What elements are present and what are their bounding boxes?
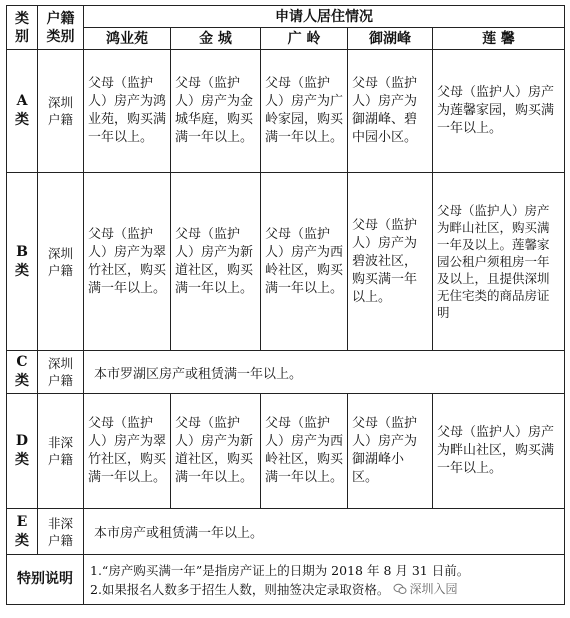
row-a-label: A类: [7, 50, 38, 173]
row-a-cell-guangling: 父母（监护人）房产为广岭家园，购买满一年以上。: [261, 50, 348, 173]
row-a-cell-lianxin: 父母（监护人）房产为莲馨家园，购买满一年以上。: [433, 50, 565, 173]
row-a-cell-jincheng: 父母（监护人）房产为金城华庭，购买满一年以上。: [171, 50, 261, 173]
district-header-jincheng: 金 城: [171, 28, 261, 50]
row-c-hukou: 深圳户籍: [38, 351, 84, 394]
row-a-cell-hongyeyuan: 父母（监护人）房产为鸿业苑，购买满一年以上。: [84, 50, 171, 173]
row-b: [7, 173, 565, 351]
row-d-cell-guangling: 父母（监护人）房产为西岭社区，购买满一年以上。: [261, 394, 348, 509]
district-header-hongyeyuan: 鸿业苑: [84, 28, 171, 50]
notes-row: [7, 555, 565, 605]
district-header-yuhufeng: 御湖峰: [348, 28, 433, 50]
note-line-2-wrap: [90, 580, 558, 599]
row-a-cell-yuhufeng: 父母（监护人）房产为御湖峰、碧中园小区。: [348, 50, 433, 173]
category-header: 类别: [7, 6, 38, 50]
row-b-cell-guangling: 父母（监护人）房产为西岭社区，购买满一年以上。: [261, 173, 348, 351]
wechat-icon: [393, 583, 407, 595]
note-line-1: 1.“房产购买满一年”是指房产证上的日期为 2018 年 8 月 31 日前。: [90, 562, 470, 578]
row-d-cell-yuhufeng: 父母（监护人）房产为御湖峰小区。: [348, 394, 433, 509]
row-d-cell-hongyeyuan: 父母（监护人）房产为翠竹社区，购买满一年以上。: [84, 394, 171, 509]
row-d-hukou: 非深户籍: [38, 394, 84, 509]
row-e-hukou: 非深户籍: [38, 509, 84, 555]
district-header-lianxin: 莲 馨: [433, 28, 565, 50]
note-line-2: 2.如果报名人数多于招生人数，则抽签决定录取资格。: [90, 581, 390, 597]
watermark-text: 深圳入园: [409, 581, 458, 596]
row-c-condition: 本市罗湖区房产或租赁满一年以上。: [84, 351, 565, 394]
watermark: [393, 580, 457, 599]
row-d: [7, 394, 565, 509]
notes-label: 特别说明: [7, 555, 84, 605]
row-b-cell-yuhufeng: 父母（监护人）房产为碧波社区，购买满一年以上。: [348, 173, 433, 351]
row-e: [7, 509, 565, 555]
row-b-hukou: 深圳户籍: [38, 173, 84, 351]
header-row-1: [7, 6, 565, 28]
row-b-cell-jincheng: 父母（监护人）房产为新道社区，购买满一年以上。: [171, 173, 261, 351]
district-header-guangling: 广 岭: [261, 28, 348, 50]
notes-content: [84, 555, 565, 605]
row-e-condition: 本市房产或租赁满一年以上。: [84, 509, 565, 555]
row-e-label: E类: [7, 509, 38, 555]
row-c: [7, 351, 565, 394]
hukou-type-header: 户籍类别: [38, 6, 84, 50]
residence-header: 申请人居住情况: [84, 6, 565, 28]
row-b-cell-lianxin: 父母（监护人）房产为畔山社区，购买满一年及以上。莲馨家园公租户须租房一年及以上，且提供深圳无住宅类的商品房证明: [433, 173, 565, 351]
row-d-cell-lianxin: 父母（监护人）房产为畔山社区，购买满一年以上。: [433, 394, 565, 509]
row-d-label: D类: [7, 394, 38, 509]
row-a-hukou: 深圳户籍: [38, 50, 84, 173]
residence-criteria-table: [6, 5, 565, 605]
row-b-cell-hongyeyuan: 父母（监护人）房产为翠竹社区，购买满一年以上。: [84, 173, 171, 351]
row-d-cell-jincheng: 父母（监护人）房产为新道社区，购买满一年以上。: [171, 394, 261, 509]
header-row-2: [7, 28, 565, 50]
row-b-label: B类: [7, 173, 38, 351]
row-a: [7, 50, 565, 173]
row-c-label: C类: [7, 351, 38, 394]
